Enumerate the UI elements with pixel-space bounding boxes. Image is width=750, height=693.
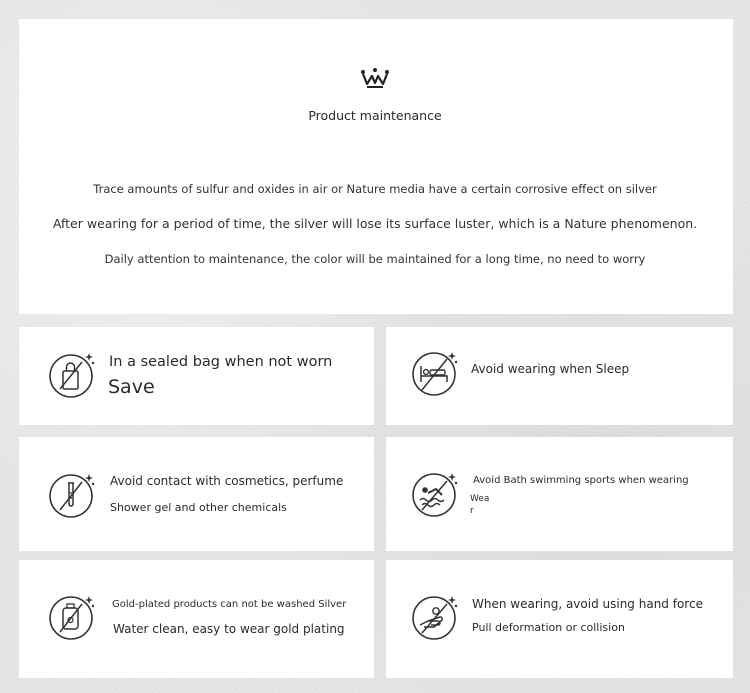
no-hand-force-icon bbox=[410, 593, 460, 643]
page-title: Product maintenance bbox=[308, 108, 442, 123]
card-line-2: Wea bbox=[470, 494, 490, 504]
tip-card-no-chemicals bbox=[19, 437, 374, 551]
no-washing-icon bbox=[47, 593, 97, 643]
intro-line-3: Daily attention to maintenance, the color will be maintained for a long time, no need to worry bbox=[104, 252, 646, 266]
card-line-1: When wearing, avoid using hand force bbox=[472, 597, 703, 611]
tip-card-sealed-bag bbox=[19, 327, 374, 425]
card-line-2: Save bbox=[108, 376, 155, 398]
tip-card-no-swimming bbox=[386, 437, 733, 551]
card-line-2: Water clean, easy to wear gold plating bbox=[113, 622, 345, 636]
no-sleep-icon bbox=[410, 348, 460, 398]
card-line-2: Pull deformation or collision bbox=[472, 621, 625, 634]
intro-line-2: After wearing for a period of time, the silver will lose its surface luster, which is a Nature phenomenon. bbox=[52, 216, 698, 231]
no-chemicals-icon bbox=[47, 471, 97, 521]
card-line-1: In a sealed bag when not worn bbox=[109, 354, 333, 370]
no-swimming-icon bbox=[410, 470, 460, 520]
card-line-2: Shower gel and other chemicals bbox=[110, 501, 287, 514]
tip-card-no-sleep bbox=[386, 327, 733, 425]
card-line-1: Avoid wearing when Sleep bbox=[471, 362, 630, 376]
card-line-1: Avoid Bath swimming sports when wearing bbox=[473, 475, 689, 486]
tip-card-no-hand-force bbox=[386, 560, 733, 678]
card-line-1: Gold-plated products can not be washed Silver bbox=[112, 599, 347, 610]
maintenance-intro-panel bbox=[19, 19, 733, 314]
card-line-1: Avoid contact with cosmetics, perfume bbox=[110, 474, 344, 488]
tip-card-no-washing bbox=[19, 560, 374, 678]
card-line-3: r bbox=[470, 506, 474, 516]
crown-icon bbox=[359, 66, 391, 90]
sealed-bag-icon bbox=[47, 349, 97, 399]
intro-line-1: Trace amounts of sulfur and oxides in air or Nature media have a certain corrosive effect on silver bbox=[93, 182, 657, 196]
